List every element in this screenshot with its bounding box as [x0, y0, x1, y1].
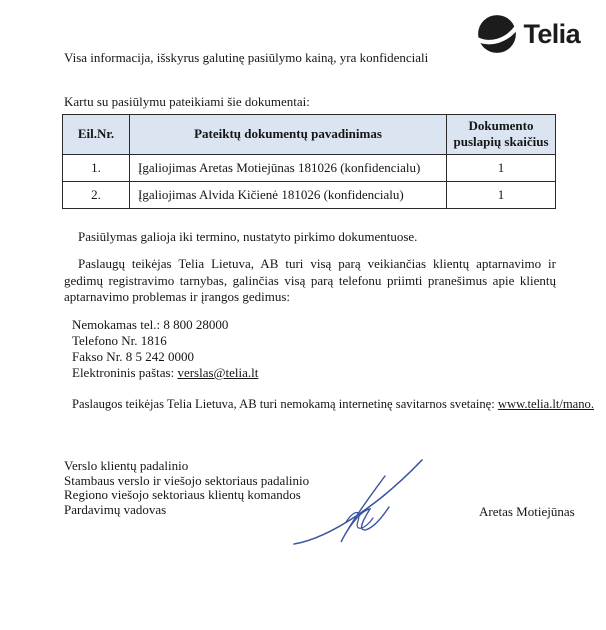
free-phone-line: Nemokamas tel.: 8 800 28000: [72, 317, 229, 332]
table-header-document-name: Pateiktų dokumentų pavadinimas: [130, 115, 447, 155]
row-number-cell: 2.: [63, 181, 130, 208]
documents-intro: Kartu su pasiūlymu pateikiami šie dokumentai:: [64, 94, 310, 109]
table-header-page-count: Dokumento puslapių skaičius: [447, 115, 556, 155]
row-number-cell: 1.: [63, 154, 130, 181]
table-header-row: [63, 115, 556, 155]
selfservice-line: [72, 397, 594, 412]
signature-scribble: [288, 452, 433, 554]
confidential-note: Visa informacija, išskyrus galutinę pasiūlymo kainą, yra konfidenciali: [64, 50, 429, 65]
page-count-cell: 1: [447, 181, 556, 208]
document-name-cell: Įgaliojimas Alvida Kičienė 181026 (konfidencialu): [130, 181, 447, 208]
signer-name: Aretas Motiejūnas: [479, 504, 575, 519]
email-label: Elektroninis paštas:: [72, 365, 178, 380]
email-link[interactable]: verslas@telia.lt: [177, 365, 259, 380]
table-row: [63, 181, 556, 208]
validity-note: Pasiūlymas galioja iki termino, nustatyto pirkimo dokumentuose.: [78, 229, 418, 244]
documents-table: [62, 114, 556, 209]
org-line: Pardavimų vadovas: [64, 501, 167, 517]
contact-block: [72, 317, 258, 381]
email-line: [72, 365, 258, 381]
table-header-number: Eil.Nr.: [63, 115, 130, 155]
org-line: Verslo klientų padalinio: [64, 458, 189, 473]
telia-logo: [476, 13, 580, 55]
fax-line: Fakso Nr. 8 5 242 0000: [72, 349, 195, 364]
org-line: Regiono viešojo sektoriaus klientų komandos: [64, 487, 301, 502]
org-line: Stambaus verslo ir viešojo sektoriaus padalinio: [64, 472, 310, 488]
support-paragraph: Paslaugų teikėjas Telia Lietuva, AB turi visą parą veikiančias klientų aptarnavimo ir gedimų registravimo tarnybas, galinčias visą parą telefonu priimti pranešimus apie klientų aptarnavimo problemas ir įrangos gedimus:: [64, 256, 556, 304]
selfservice-link[interactable]: www.telia.lt/mano.: [497, 397, 594, 411]
telia-logo-icon: [476, 13, 518, 55]
document-name-cell: Įgaliojimas Aretas Motiejūnas 181026 (konfidencialu): [130, 154, 447, 181]
table-row: [63, 154, 556, 181]
signer-org-block: [64, 459, 309, 517]
selfservice-label: Paslaugos teikėjas Telia Lietuva, AB turi nemokamą internetinę savitarnos svetainę:: [72, 397, 498, 411]
phone-line: Telefono Nr. 1816: [72, 333, 167, 348]
telia-logo-text: Telia: [523, 18, 580, 49]
page-count-cell: 1: [447, 154, 556, 181]
